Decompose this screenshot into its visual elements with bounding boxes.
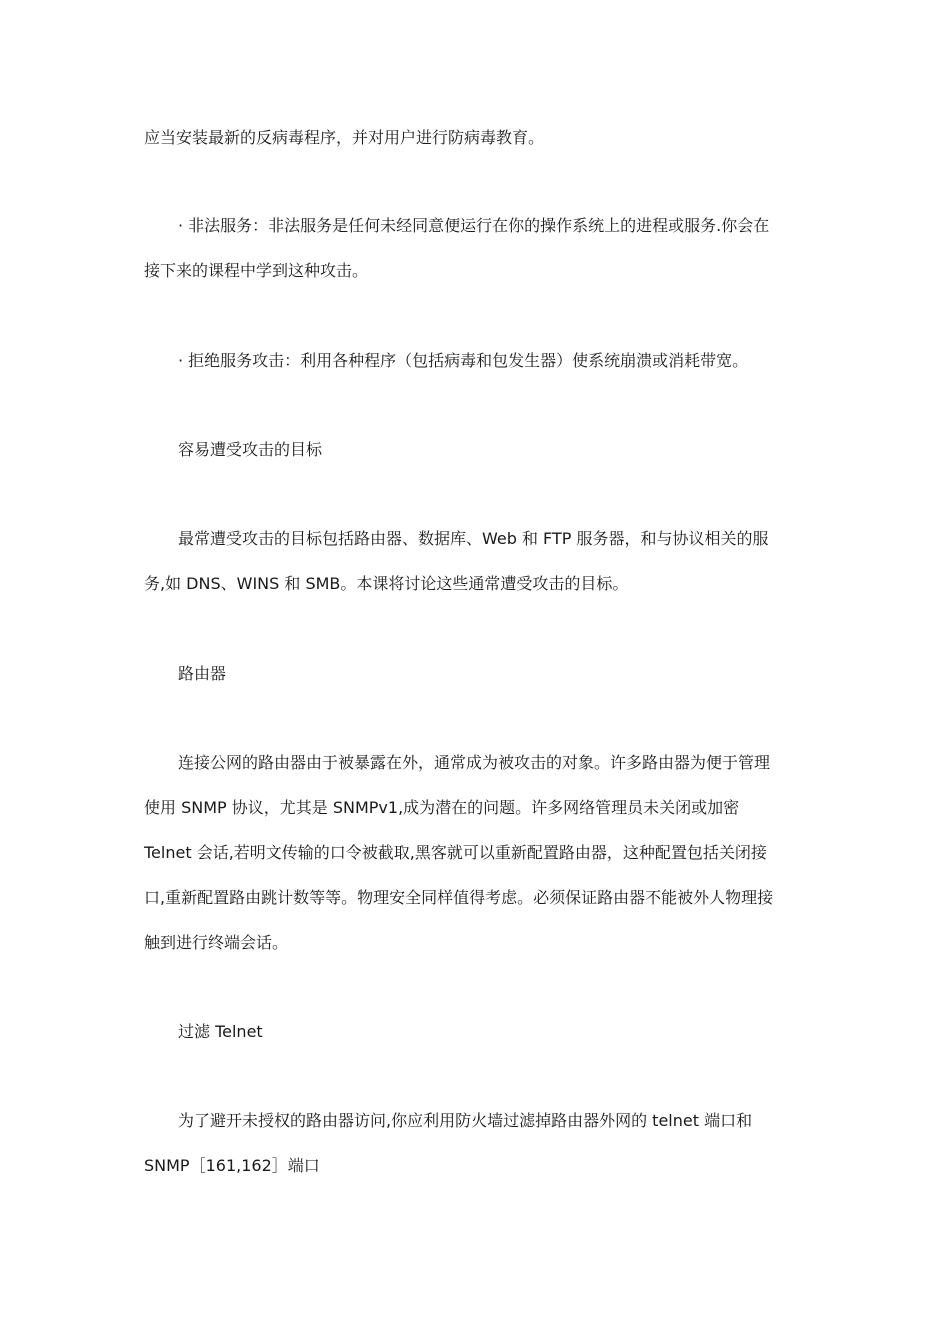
- text-line: 应当安装最新的反病毒程序，并对用户进行防病毒教育。: [144, 128, 545, 147]
- section-heading-filter-telnet: [144, 1009, 814, 1054]
- paragraph-telnet-filtering: [144, 1098, 814, 1188]
- paragraph-denial-of-service: [144, 338, 814, 383]
- text-line: 为了避开未授权的路由器访问,你应利用防火墙过滤掉路由器外网的 telnet 端口和: [178, 1111, 753, 1130]
- text-line: 务,如 DNS、WINS 和 SMB。本课将讨论这些通常遭受攻击的目标。: [144, 574, 629, 593]
- text-line: 触到进行终端会话。: [144, 933, 289, 952]
- text-line: 口,重新配置路由跳计数等等。物理安全同样值得考虑。必须保证路由器不能被外人物理接: [144, 888, 774, 907]
- text-line: · 非法服务：非法服务是任何未经同意便运行在你的操作系统上的进程或服务.你会在: [178, 216, 770, 235]
- text-line: SNMP［161,162］端口: [144, 1156, 320, 1175]
- paragraph-router-risks: [144, 740, 814, 965]
- text-line: 使用 SNMP 协议，尤其是 SNMPv1,成为潜在的问题。许多网络管理员未关闭或加密: [144, 798, 740, 817]
- text-line: 最常遭受攻击的目标包括路由器、数据库、Web 和 FTP 服务器，和与协议相关的服: [178, 529, 769, 548]
- section-heading-router: [144, 651, 814, 696]
- paragraph-illegal-services: [144, 203, 814, 293]
- text-line: Telnet 会话,若明文传输的口令被截取,黑客就可以重新配置路由器，这种配置包括关闭接: [144, 843, 767, 862]
- text-line: 路由器: [178, 664, 227, 683]
- text-line: · 拒绝服务攻击：利用各种程序（包括病毒和包发生器）使系统崩溃或消耗带宽。: [178, 351, 749, 370]
- text-line: 接下来的课程中学到这种攻击。: [144, 261, 369, 280]
- text-line: 容易遭受攻击的目标: [178, 440, 323, 459]
- text-line: 过滤 Telnet: [178, 1022, 263, 1041]
- section-heading-vulnerable-targets: [144, 427, 814, 472]
- paragraph-antivirus: [144, 115, 814, 160]
- paragraph-common-targets: [144, 516, 814, 606]
- text-line: 连接公网的路由器由于被暴露在外，通常成为被攻击的对象。许多路由器为便于管理: [178, 753, 771, 772]
